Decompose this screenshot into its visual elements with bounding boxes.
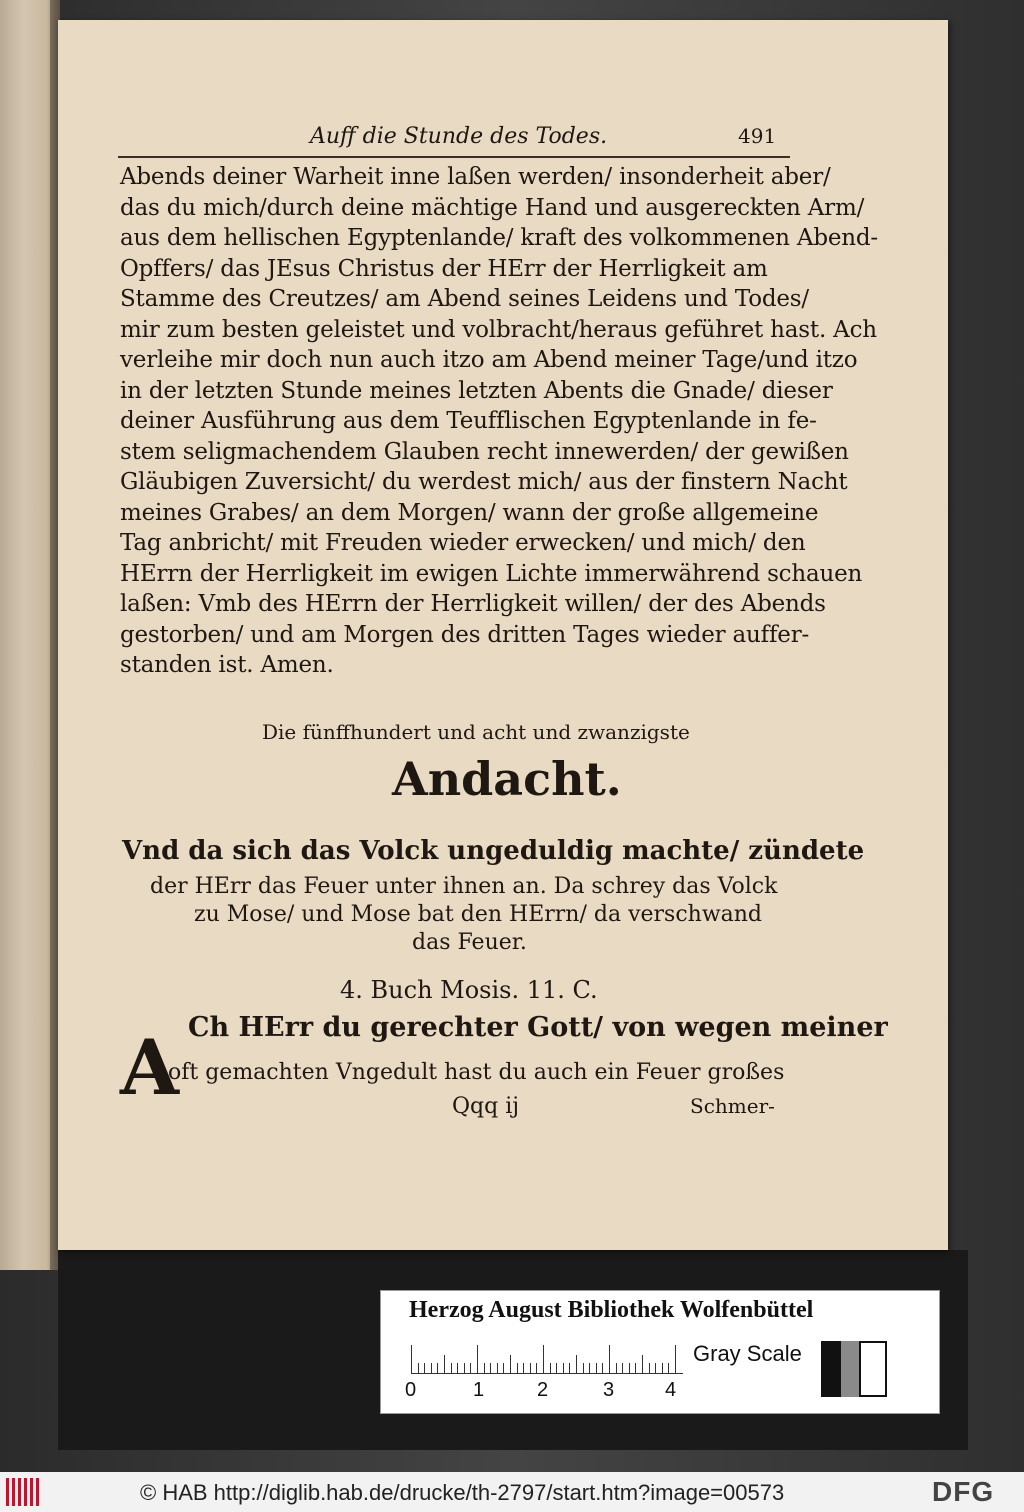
ruler-tick: [662, 1363, 663, 1373]
body-line: mir zum besten geleistet und volbracht/heraus geführet hast. Ach: [120, 316, 877, 343]
ruler-tick: [569, 1363, 570, 1373]
section-heading: Andacht.: [392, 752, 622, 806]
ruler-tick: [424, 1363, 425, 1373]
body-line: verleihe mir doch nun auch itzo am Abend meiner Tage/und itzo: [120, 347, 858, 373]
ruler-tick: [517, 1363, 518, 1373]
motto-line: zu Mose/ und Mose bat den HErrn/ da verschwand: [194, 902, 763, 927]
page-number: 491: [738, 124, 777, 148]
ruler-tick: [616, 1363, 617, 1373]
ruler-tick: [530, 1363, 531, 1373]
ruler-tick: [431, 1363, 432, 1373]
body-line: laßen: Vmb des HErrn der Herrligkeit willen/ der des Abends: [120, 591, 826, 617]
body-line: meines Grabes/ an dem Morgen/ wann der große allgemeine: [120, 499, 819, 526]
gray-swatch-black: [821, 1341, 841, 1397]
motto-line: der HErr das Feuer unter ihnen an. Da schrey das Volck: [150, 874, 778, 899]
ruler-tick: [536, 1363, 537, 1373]
section-subheading: Die fünffhundert und acht und zwanzigste: [262, 720, 690, 744]
ruler-tick: [602, 1363, 603, 1373]
ruler-tick: [596, 1363, 597, 1373]
ruler-tick: [649, 1363, 650, 1373]
body-line: das du mich/durch deine mächtige Hand und ausgereckten Arm/: [120, 194, 865, 221]
ruler-tick: [411, 1345, 412, 1373]
body-line: deiner Ausführung aus dem Teufflischen Egyptenlande in fe-: [120, 408, 817, 434]
gray-swatch-white: [859, 1341, 887, 1397]
footer-bar: [0, 1472, 1024, 1512]
ruler-tick: [550, 1363, 551, 1373]
ruler-tick: [629, 1363, 630, 1373]
body-line: standen ist. Amen.: [120, 652, 334, 678]
motto-line: das Feuer.: [412, 930, 527, 955]
ruler-tick: [457, 1363, 458, 1373]
ruler-tick: [576, 1355, 577, 1373]
ruler-tick: [510, 1355, 511, 1373]
header-rule: [118, 156, 790, 158]
hab-logo-icon: [6, 1478, 42, 1506]
ruler-tick: [418, 1363, 419, 1373]
library-target-card: [380, 1290, 940, 1414]
body-line: gestorben/ und am Morgen des dritten Tages wieder auffer-: [120, 621, 810, 648]
ruler-number: 2: [537, 1379, 549, 1401]
body-line: Tag anbricht/ mit Freuden wieder erwecken/ und mich/ den: [120, 530, 806, 556]
body-line: aus dem hellischen Egyptenlande/ kraft des volkommenen Abend-: [120, 225, 878, 251]
ruler-tick: [503, 1363, 504, 1373]
body-line: Stamme des Creutzes/ am Abend seines Leidens und Todes/: [120, 286, 809, 312]
body-line: Opffers/ das JEsus Christus der HErr der Herrligkeit am: [120, 255, 768, 282]
running-title: Auff die Stunde des Todes.: [310, 124, 608, 149]
ruler-tick: [523, 1363, 524, 1373]
ruler-tick: [668, 1363, 669, 1373]
motto-line: Vnd da sich das Volck ungeduldig machte/ zündete: [122, 836, 865, 866]
library-name: Herzog August Bibliothek Wolfenbüttel: [409, 1297, 814, 1323]
ruler-tick: [437, 1363, 438, 1373]
ruler-number: 3: [603, 1379, 615, 1401]
ruler-tick: [451, 1363, 452, 1373]
prayer-line: Ch HErr du gerechter Gott/ von wegen meiner: [188, 1012, 888, 1043]
ruler-number: 1: [473, 1379, 485, 1401]
ruler-tick: [556, 1363, 557, 1373]
ruler-tick: [490, 1363, 491, 1373]
ruler-tick: [497, 1363, 498, 1373]
ruler-tick: [642, 1355, 643, 1373]
ruler-tick: [563, 1363, 564, 1373]
ruler-tick: [464, 1363, 465, 1373]
scripture-reference: 4. Buch Mosis. 11. C.: [340, 976, 598, 1004]
ruler-tick: [484, 1363, 485, 1373]
ruler-tick: [675, 1345, 676, 1373]
ruler-tick: [470, 1363, 471, 1373]
gray-swatch-mid: [841, 1341, 859, 1397]
ruler-tick: [655, 1363, 656, 1373]
ruler-number: 0: [405, 1379, 417, 1401]
signature-mark: Qqq ij: [452, 1094, 520, 1119]
ruler-tick: [583, 1363, 584, 1373]
body-line: in der letzten Stunde meines letzten Abents die Gnade/ dieser: [120, 377, 833, 404]
ruler-tick: [609, 1345, 610, 1373]
ruler-tick: [635, 1363, 636, 1373]
prayer-line: oft gemachten Vngedult hast du auch ein Feuer großes: [168, 1060, 785, 1085]
gray-scale-label: Gray Scale: [693, 1341, 802, 1366]
dfg-logo: DFG: [932, 1476, 995, 1507]
body-line: HErrn der Herrligkeit im ewigen Lichte immerwährend schauen: [120, 560, 863, 587]
ruler-tick: [477, 1345, 478, 1373]
ruler-tick: [589, 1363, 590, 1373]
ruler-tick: [444, 1355, 445, 1373]
ruler-tick: [622, 1363, 623, 1373]
body-line: Abends deiner Warheit inne laßen werden/ insonderheit aber/: [120, 164, 831, 190]
catchword: Schmer-: [690, 1094, 775, 1118]
ruler-tick: [543, 1345, 544, 1373]
measurement-ruler: [411, 1343, 683, 1374]
body-line: Gläubigen Zuversicht/ du werdest mich/ aus der finstern Nacht: [120, 469, 848, 495]
drop-capital: A: [120, 1023, 179, 1112]
ruler-number: 4: [665, 1379, 677, 1401]
body-line: stem seligmachendem Glauben recht innewerden/ der gewißen: [120, 438, 849, 465]
copyright-link[interactable]: © HAB http://diglib.hab.de/drucke/th-2797/start.htm?image=00573: [140, 1480, 785, 1505]
